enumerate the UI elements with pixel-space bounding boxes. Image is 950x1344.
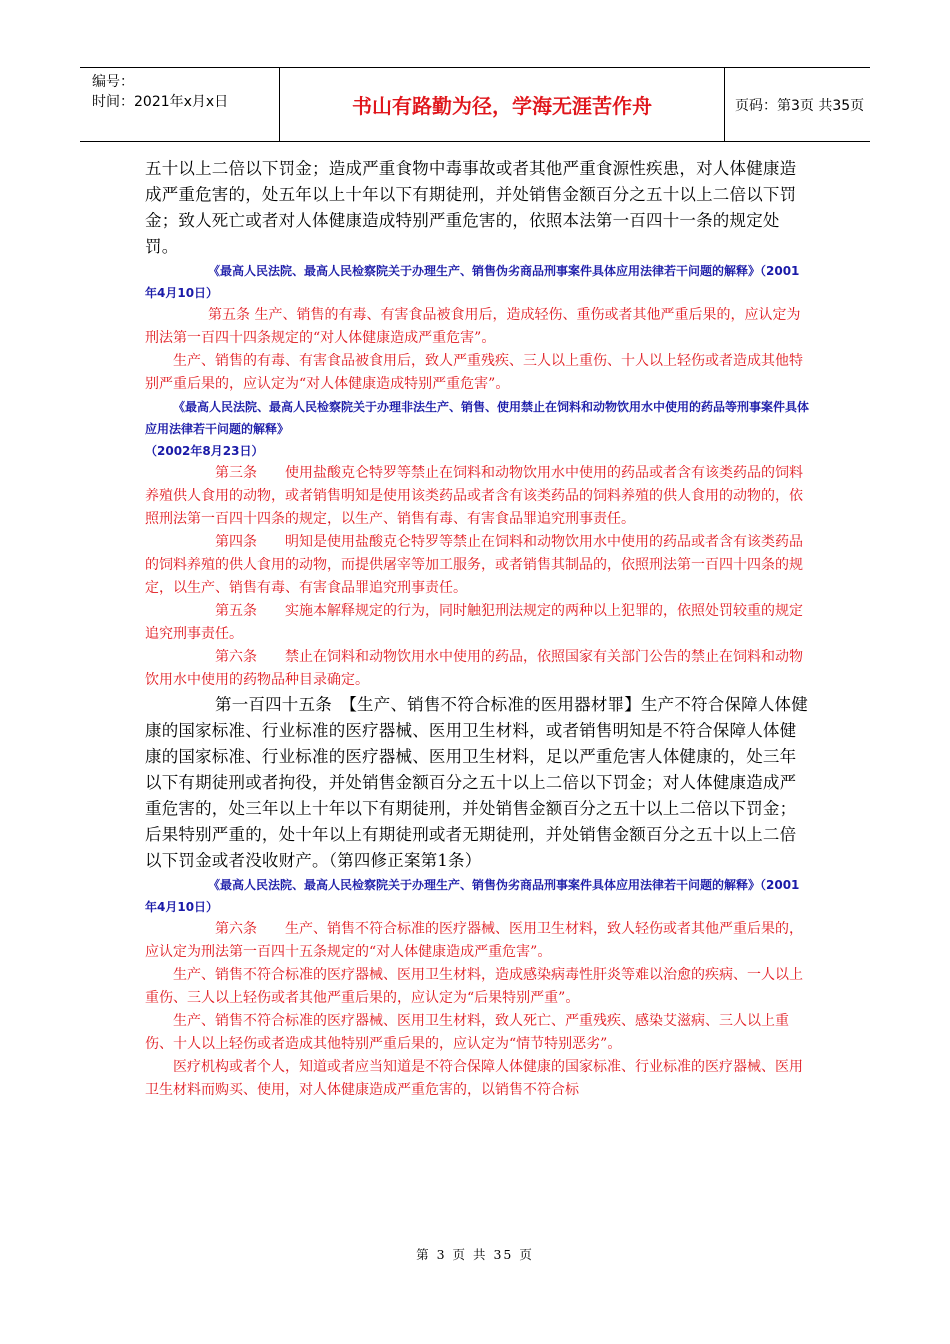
page-header xyxy=(80,67,870,142)
page-footer: 第 3 页 共 35 页 xyxy=(416,1247,534,1262)
judicial-interpretation-title: 《最高人民法院、最高人民检察院关于办理生产、销售伪劣商品刑事案件具体应用法律若干问题的解释》（2001年4月10日） xyxy=(145,878,800,914)
interpretation-article: 第五条 实施本解释规定的行为，同时触犯刑法规定的两种以上犯罪的，依照处罚较重的规定追究刑事责任。 xyxy=(145,603,803,642)
interpretation-paragraph: 医疗机构或者个人，知道或者应当知道是不符合保障人体健康的国家标准、行业标准的医疗器械、医用卫生材料而购买、使用，对人体健康造成严重危害的，以销售不符合标 xyxy=(145,1059,803,1098)
interpretation-article: 第五条 生产、销售的有毒、有害食品被食用后，造成轻伤、重伤或者其他严重后果的，应认定为刑法第一百四十四条规定的“对人体健康造成严重危害”。 xyxy=(145,307,801,346)
header-info xyxy=(80,68,280,141)
interpretation-paragraph: 生产、销售的有毒、有害食品被食用后，致人严重残疾、三人以上重伤、十人以上轻伤或者造成其他特别严重后果的，应认定为“对人体健康造成特别严重危害”。 xyxy=(145,353,803,392)
header-page-number: 页码：第3页 共35页 xyxy=(735,97,865,114)
interpretation-paragraph: 生产、销售不符合标准的医疗器械、医用卫生材料，致人死亡、严重残疾、感染艾滋病、三人以上重伤、十人以上轻伤或者造成其他特别严重后果的，应认定为“情节特别恶劣”。 xyxy=(145,1013,789,1052)
header-motto: 书山有路勤为径，学海无涯苦作舟 xyxy=(280,68,725,141)
interpretation-article: 第三条 使用盐酸克仑特罗等禁止在饲料和动物饮用水中使用的药品或者含有该类药品的饲料养殖供人食用的动物，或者销售明知是使用该类药品或者含有该类药品的饲料养殖的供人食用的动物的，依照刑法第一百四十四条的规定，以生产、销售有毒、有害食品罪追究刑事责任。 xyxy=(145,465,803,527)
interpretation-article: 第六条 生产、销售不符合标准的医疗器械、医用卫生材料，致人轻伤或者其他严重后果的，应认定为刑法第一百四十五条规定的“对人体健康造成严重危害”。 xyxy=(145,921,803,960)
document-number-label: 编号： xyxy=(92,74,134,90)
interpretation-article: 第六条 禁止在饲料和动物饮用水中使用的药品，依照国家有关部门公告的禁止在饲料和动物饮用水中使用的药物品种目录确定。 xyxy=(145,649,803,688)
judicial-interpretation-title: 《最高人民法院、最高人民检察院关于办理非法生产、销售、使用禁止在饲料和动物饮用水中使用的药品等刑事案件具体应用法律若干问题的解释》 xyxy=(145,400,810,436)
law-text-continuation: 五十以上二倍以下罚金；造成严重食物中毒事故或者其他严重食源性疾患，对人体健康造成严重危害的，处五年以上十年以下有期徒刑，并处销售金额百分之五十以上二倍以下罚金；致人死亡或者对人体健康造成特别严重危害的，依照本法第一百四十一条的规定处罚。 xyxy=(145,159,797,256)
law-article-145: 第一百四十五条 【生产、销售不符合标准的医用器材罪】生产不符合保障人体健康的国家标准、行业标准的医疗器械、医用卫生材料，或者销售明知是不符合保障人体健康的国家标准、行业标准的医疗器械、医用卫生材料，足以严重危害人体健康的，处三年以下有期徒刑或者拘役，并处销售金额百分之五十以上二倍以下罚金；对人体健康造成严重危害的，处三年以上十年以下有期徒刑，并处销售金额百分之五十以上二倍以下罚金；后果特别严重的，处十年以上有期徒刑或者无期徒刑，并处销售金额百分之五十以上二倍以下罚金或者没收财产。（第四修正案第1条） xyxy=(145,695,808,870)
interpretation-article: 第四条 明知是使用盐酸克仑特罗等禁止在饲料和动物饮用水中使用的药品或者含有该类药品的饲料养殖的供人食用的动物，而提供屠宰等加工服务，或者销售其制品的，依照刑法第一百四十四条的规定，以生产、销售有毒、有害食品罪追究刑事责任。 xyxy=(145,534,803,596)
interpretation-date: （2002年8月23日） xyxy=(145,444,264,458)
judicial-interpretation-title: 《最高人民法院、最高人民检察院关于办理生产、销售伪劣商品刑事案件具体应用法律若干问题的解释》（2001年4月10日） xyxy=(145,264,800,300)
document-body xyxy=(145,156,810,1102)
interpretation-paragraph: 生产、销售不符合标准的医疗器械、医用卫生材料，造成感染病毒性肝炎等难以治愈的疾病、一人以上重伤、三人以上轻伤或者其他严重后果的，应认定为“后果特别严重”。 xyxy=(145,967,803,1006)
document-time-label: 时间：2021年x月x日 xyxy=(92,94,229,110)
